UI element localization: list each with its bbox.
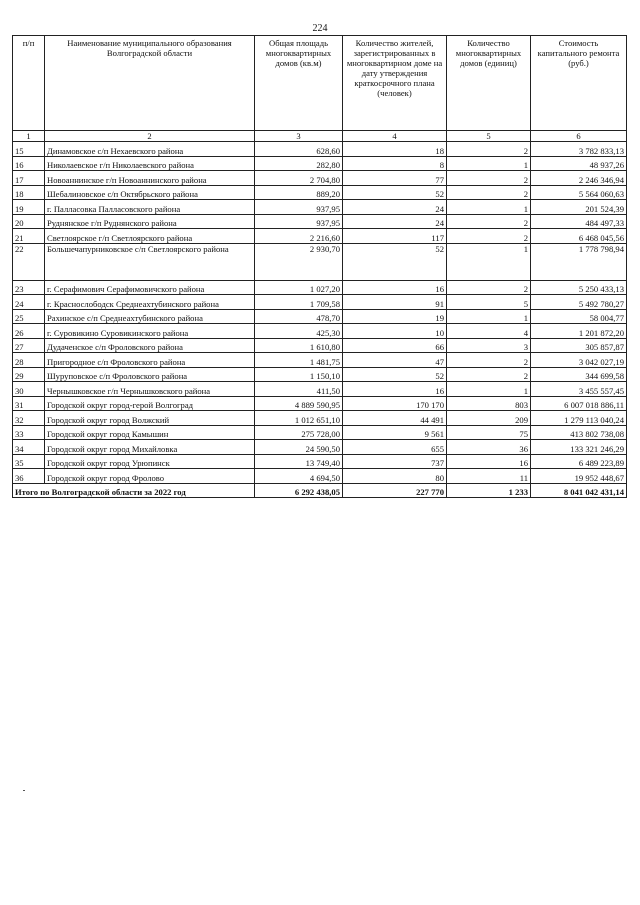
municipality-name: Николаевское г/п Николаевского района	[45, 156, 255, 171]
cost-cell: 413 802 738,08	[531, 425, 627, 440]
houses-cell: 2	[447, 367, 531, 382]
row-index: 34	[13, 440, 45, 455]
total-cost: 8 041 042 431,14	[531, 483, 627, 497]
residents-cell: 66	[343, 338, 447, 353]
residents-cell: 16	[343, 280, 447, 295]
residents-cell: 91	[343, 295, 447, 310]
row-index: 29	[13, 367, 45, 382]
area-cell: 2 930,70	[255, 243, 343, 280]
row-index: 24	[13, 295, 45, 310]
total-residents: 227 770	[343, 483, 447, 497]
column-number-row	[13, 131, 627, 142]
residents-cell: 80	[343, 469, 447, 484]
residents-cell: 24	[343, 200, 447, 215]
table-row	[13, 338, 627, 353]
cost-cell: 344 699,58	[531, 367, 627, 382]
header-residents: Количество жителей, зарегистрированных в многоквартирном доме на дату утверждения краткосрочного плана (человек)	[343, 36, 447, 131]
municipality-name: Городской округ город-герой Волгоград	[45, 396, 255, 411]
cost-cell: 2 246 346,94	[531, 171, 627, 186]
header-houses: Количество многоквартирных домов (единиц)	[447, 36, 531, 131]
area-cell: 478,70	[255, 309, 343, 324]
municipality-name: Чернышковское г/п Чернышковского района	[45, 382, 255, 397]
table-row	[13, 367, 627, 382]
table-row	[13, 185, 627, 200]
table-row	[13, 309, 627, 324]
total-area: 6 292 438,05	[255, 483, 343, 497]
cost-cell: 484 497,33	[531, 214, 627, 229]
cost-cell: 5 492 780,27	[531, 295, 627, 310]
table-row	[13, 324, 627, 339]
area-cell: 282,80	[255, 156, 343, 171]
table-row	[13, 229, 627, 244]
cost-cell: 48 937,26	[531, 156, 627, 171]
cost-cell: 58 004,77	[531, 309, 627, 324]
header-index: п/п	[13, 36, 45, 131]
table-row	[13, 171, 627, 186]
municipality-name: Городской округ город Камышин	[45, 425, 255, 440]
residents-cell: 170 170	[343, 396, 447, 411]
houses-cell: 3	[447, 338, 531, 353]
area-cell: 1 150,10	[255, 367, 343, 382]
table-row	[13, 214, 627, 229]
table-row	[13, 425, 627, 440]
row-index: 17	[13, 171, 45, 186]
table-row	[13, 142, 627, 157]
residents-cell: 47	[343, 353, 447, 368]
houses-cell: 2	[447, 142, 531, 157]
residents-cell: 52	[343, 367, 447, 382]
row-index: 27	[13, 338, 45, 353]
municipality-name: Светлоярское г/п Светлоярского района	[45, 229, 255, 244]
row-index: 25	[13, 309, 45, 324]
municipality-name: Большечапурниковское с/п Светлоярского района	[45, 243, 255, 280]
area-cell: 628,60	[255, 142, 343, 157]
table-row	[13, 382, 627, 397]
cost-cell: 201 524,39	[531, 200, 627, 215]
houses-cell: 1	[447, 309, 531, 324]
header-row	[13, 36, 627, 131]
residents-cell: 9 561	[343, 425, 447, 440]
houses-cell: 2	[447, 214, 531, 229]
area-cell: 889,20	[255, 185, 343, 200]
area-cell: 937,95	[255, 200, 343, 215]
area-cell: 2 704,80	[255, 171, 343, 186]
row-index: 26	[13, 324, 45, 339]
column-number: 5	[447, 131, 531, 142]
houses-cell: 1	[447, 156, 531, 171]
table-body	[13, 142, 627, 484]
page-number: 224	[312, 23, 328, 34]
cost-cell: 6 007 018 886,11	[531, 396, 627, 411]
houses-cell: 75	[447, 425, 531, 440]
cost-cell: 19 952 448,67	[531, 469, 627, 484]
capital-repair-table	[12, 35, 627, 498]
column-number: 2	[45, 131, 255, 142]
table-row	[13, 243, 627, 280]
row-index: 36	[13, 469, 45, 484]
row-index: 15	[13, 142, 45, 157]
total-houses: 1 233	[447, 483, 531, 497]
table-row	[13, 156, 627, 171]
houses-cell: 2	[447, 171, 531, 186]
table-row	[13, 469, 627, 484]
residents-cell: 16	[343, 382, 447, 397]
cost-cell: 3 042 027,19	[531, 353, 627, 368]
scan-mark	[23, 790, 25, 791]
column-number: 6	[531, 131, 627, 142]
row-index: 18	[13, 185, 45, 200]
table-row	[13, 454, 627, 469]
area-cell: 1 012 651,10	[255, 411, 343, 426]
area-cell: 13 749,40	[255, 454, 343, 469]
residents-cell: 8	[343, 156, 447, 171]
table-row	[13, 295, 627, 310]
area-cell: 1 027,20	[255, 280, 343, 295]
area-cell: 1 610,80	[255, 338, 343, 353]
area-cell: 24 590,50	[255, 440, 343, 455]
houses-cell: 209	[447, 411, 531, 426]
municipality-name: Городской округ город Урюпинск	[45, 454, 255, 469]
municipality-name: Пригородное с/п Фроловского района	[45, 353, 255, 368]
municipality-name: Шебалиновское с/п Октябрьского района	[45, 185, 255, 200]
houses-cell: 2	[447, 280, 531, 295]
houses-cell: 803	[447, 396, 531, 411]
header-cost: Стоимость капитального ремонта (руб.)	[531, 36, 627, 131]
houses-cell: 1	[447, 243, 531, 280]
municipality-name: г. Палласовка Палласовского района	[45, 200, 255, 215]
residents-cell: 655	[343, 440, 447, 455]
row-index: 30	[13, 382, 45, 397]
municipality-name: г. Краснослободск Среднеахтубинского района	[45, 295, 255, 310]
column-number: 1	[13, 131, 45, 142]
municipality-name: г. Серафимович Серафимовичского района	[45, 280, 255, 295]
row-index: 23	[13, 280, 45, 295]
table-row	[13, 440, 627, 455]
area-cell: 1 709,58	[255, 295, 343, 310]
header-municipality: Наименование муниципального образования Волгоградской области	[45, 36, 255, 131]
row-index: 31	[13, 396, 45, 411]
municipality-name: Городской округ город Волжский	[45, 411, 255, 426]
row-index: 21	[13, 229, 45, 244]
area-cell: 937,95	[255, 214, 343, 229]
row-index: 16	[13, 156, 45, 171]
residents-cell: 18	[343, 142, 447, 157]
column-number: 4	[343, 131, 447, 142]
houses-cell: 2	[447, 353, 531, 368]
houses-cell: 5	[447, 295, 531, 310]
cost-cell: 5 250 433,13	[531, 280, 627, 295]
table-row	[13, 200, 627, 215]
area-cell: 4 889 590,95	[255, 396, 343, 411]
row-index: 33	[13, 425, 45, 440]
cost-cell: 5 564 060,63	[531, 185, 627, 200]
table-row	[13, 396, 627, 411]
cost-cell: 133 321 246,29	[531, 440, 627, 455]
municipality-name: Городской округ город Михайловка	[45, 440, 255, 455]
cost-cell: 1 279 113 040,24	[531, 411, 627, 426]
area-cell: 4 694,50	[255, 469, 343, 484]
row-index: 32	[13, 411, 45, 426]
residents-cell: 44 491	[343, 411, 447, 426]
municipality-name: Дудаченское с/п Фроловского района	[45, 338, 255, 353]
houses-cell: 11	[447, 469, 531, 484]
row-index: 22	[13, 243, 45, 280]
area-cell: 275 728,00	[255, 425, 343, 440]
area-cell: 2 216,60	[255, 229, 343, 244]
residents-cell: 77	[343, 171, 447, 186]
total-row	[13, 483, 627, 497]
area-cell: 425,30	[255, 324, 343, 339]
houses-cell: 1	[447, 200, 531, 215]
table-row	[13, 280, 627, 295]
houses-cell: 36	[447, 440, 531, 455]
residents-cell: 24	[343, 214, 447, 229]
cost-cell: 3 782 833,13	[531, 142, 627, 157]
houses-cell: 1	[447, 382, 531, 397]
table-row	[13, 411, 627, 426]
residents-cell: 19	[343, 309, 447, 324]
municipality-name: г. Суровикино Суровикинского района	[45, 324, 255, 339]
municipality-name: Рахинское с/п Среднеахтубинского района	[45, 309, 255, 324]
municipality-name: Динамовское с/п Нехаевского района	[45, 142, 255, 157]
column-number: 3	[255, 131, 343, 142]
area-cell: 411,50	[255, 382, 343, 397]
houses-cell: 2	[447, 229, 531, 244]
row-index: 35	[13, 454, 45, 469]
municipality-name: Новоаннинское г/п Новоаннинского района	[45, 171, 255, 186]
cost-cell: 3 455 557,45	[531, 382, 627, 397]
municipality-name: Руднянское г/п Руднянского района	[45, 214, 255, 229]
municipality-name: Шуруповское с/п Фроловского района	[45, 367, 255, 382]
houses-cell: 16	[447, 454, 531, 469]
cost-cell: 6 468 045,56	[531, 229, 627, 244]
houses-cell: 4	[447, 324, 531, 339]
cost-cell: 1 201 872,20	[531, 324, 627, 339]
residents-cell: 10	[343, 324, 447, 339]
table-row	[13, 353, 627, 368]
cost-cell: 1 778 798,94	[531, 243, 627, 280]
municipality-name: Городской округ город Фролово	[45, 469, 255, 484]
residents-cell: 52	[343, 185, 447, 200]
houses-cell: 2	[447, 185, 531, 200]
residents-cell: 737	[343, 454, 447, 469]
row-index: 20	[13, 214, 45, 229]
row-index: 19	[13, 200, 45, 215]
cost-cell: 6 489 223,89	[531, 454, 627, 469]
header-area: Общая площадь многоквартирных домов (кв.м)	[255, 36, 343, 131]
area-cell: 1 481,75	[255, 353, 343, 368]
residents-cell: 52	[343, 243, 447, 280]
total-label: Итого по Волгоградской области за 2022 год	[13, 483, 255, 497]
cost-cell: 305 857,87	[531, 338, 627, 353]
residents-cell: 117	[343, 229, 447, 244]
row-index: 28	[13, 353, 45, 368]
